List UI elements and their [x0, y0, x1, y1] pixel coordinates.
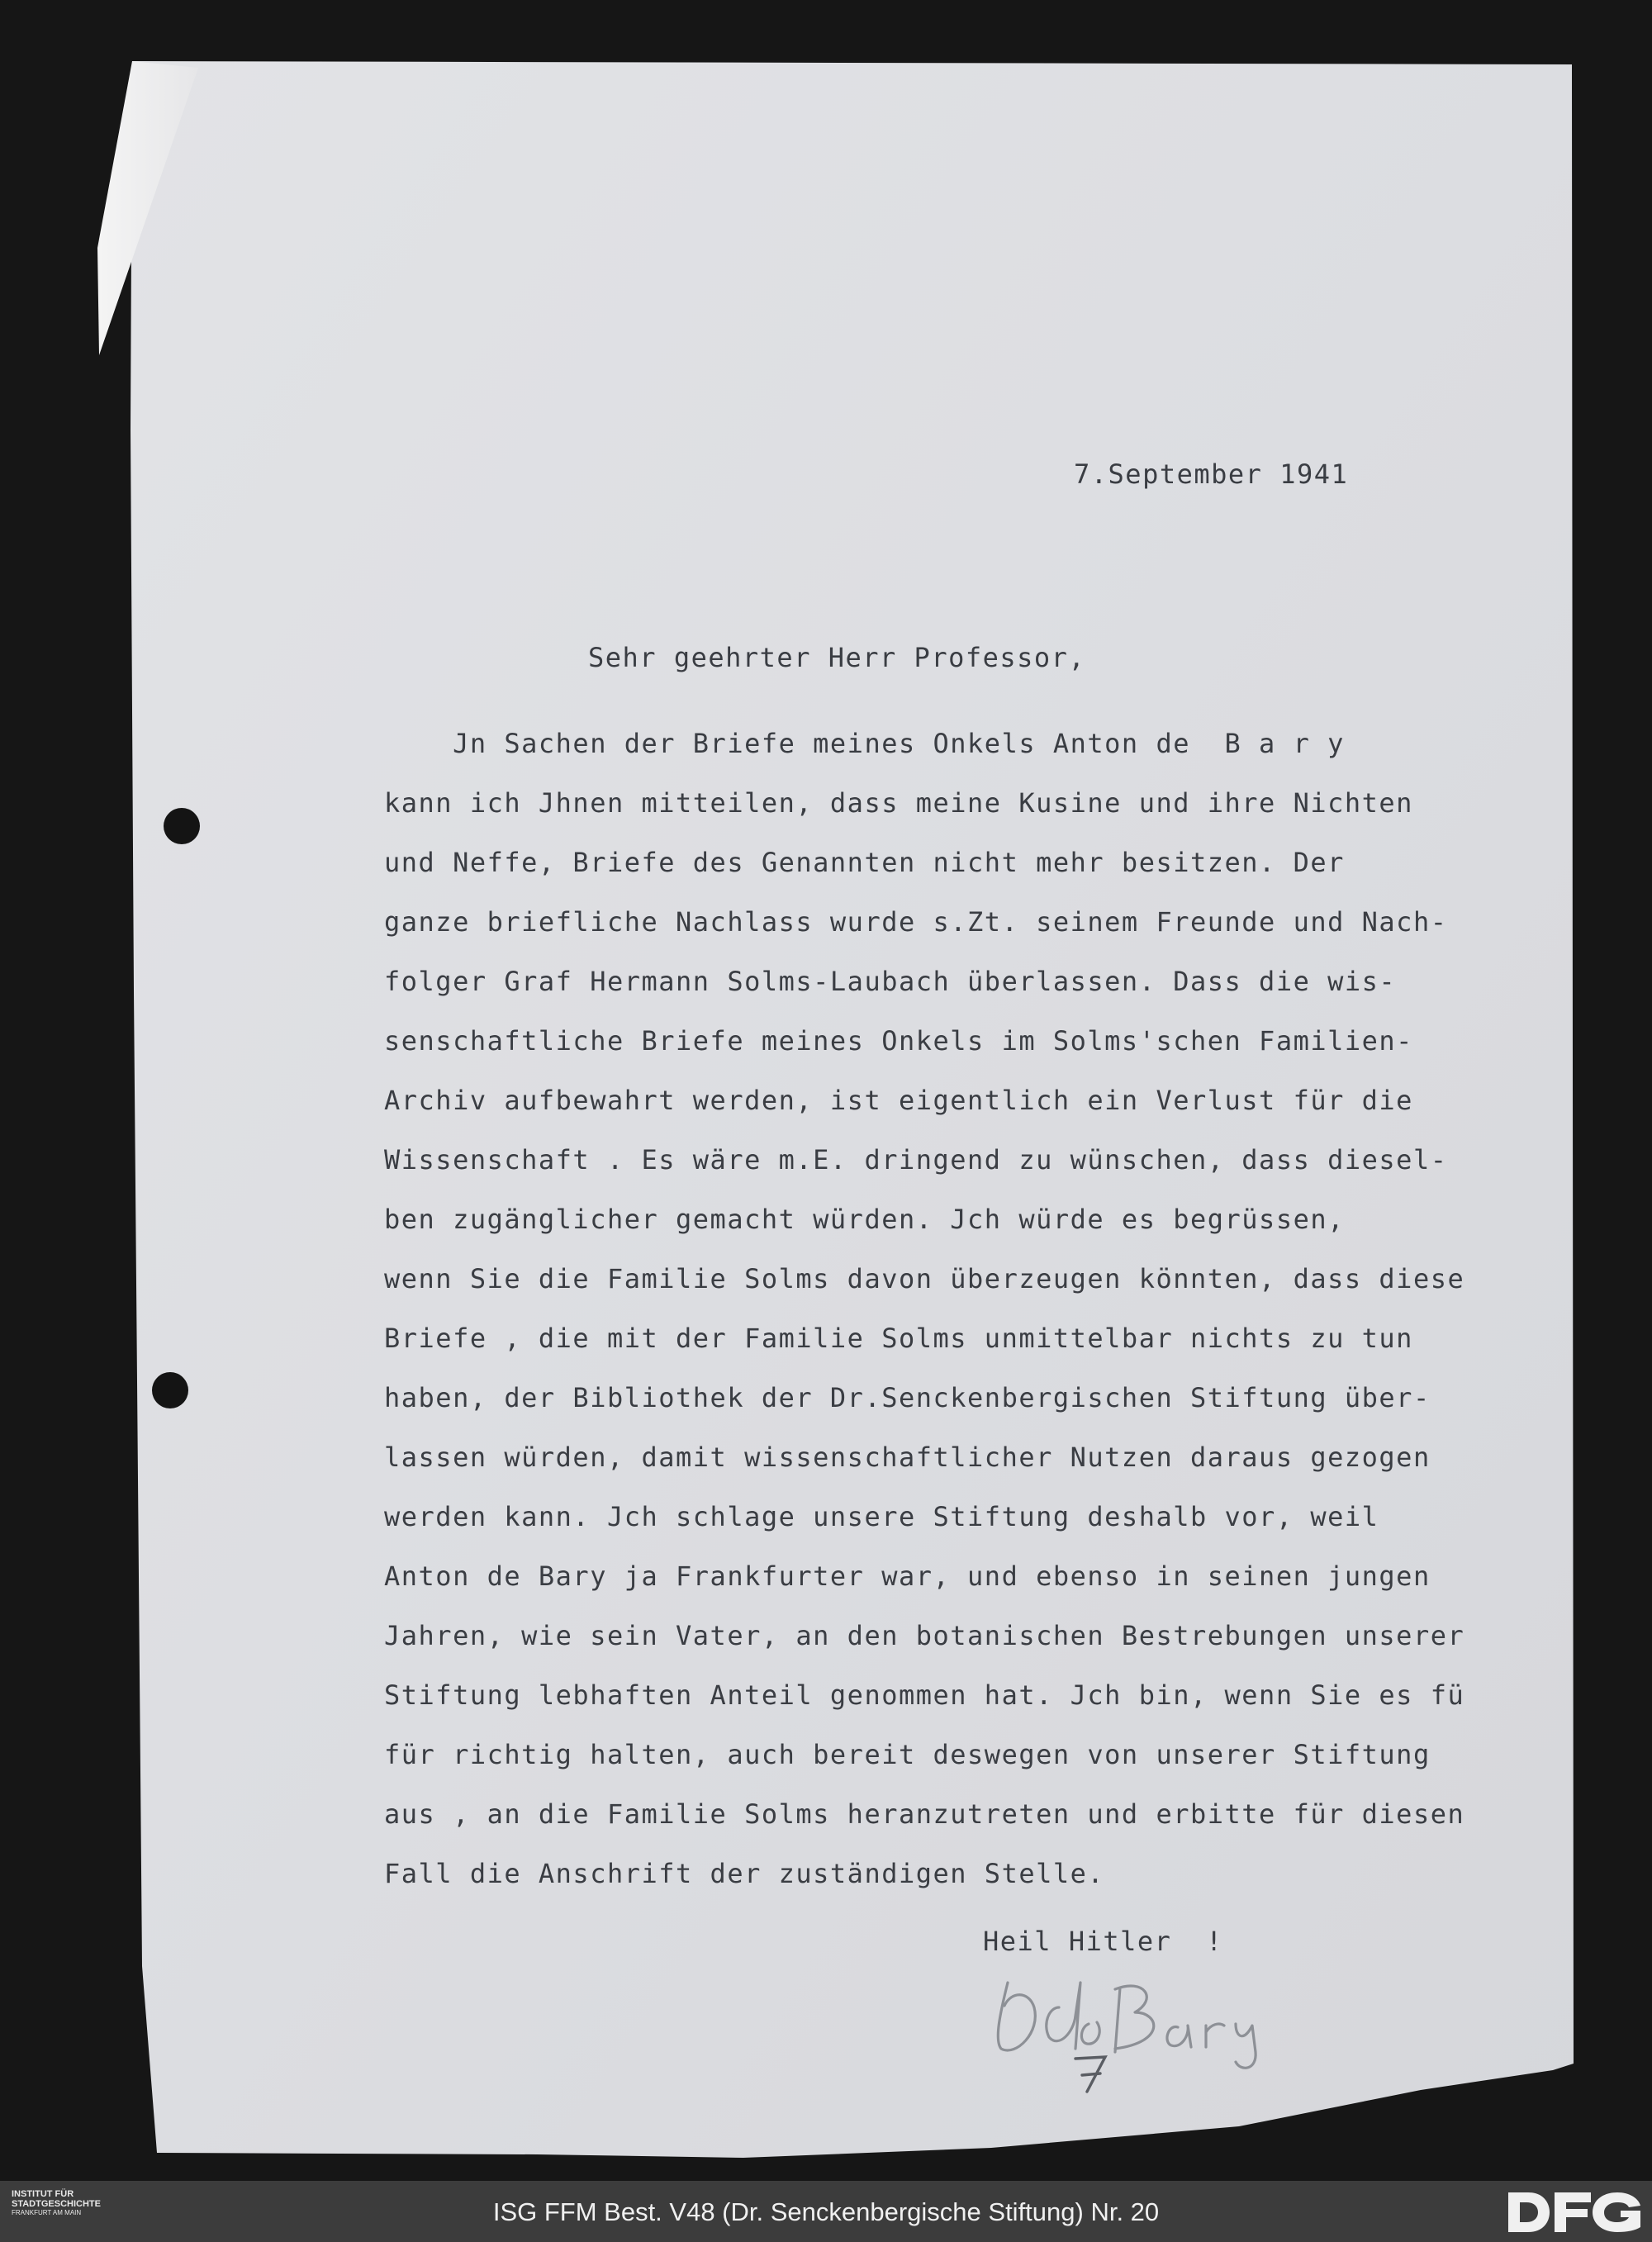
- body-line: Anton de Bary ja Frankfurter war, und ebenso in seinen jungen: [384, 1560, 1431, 1592]
- punch-hole-top: [164, 808, 200, 844]
- letter-date: 7.September 1941: [1074, 458, 1349, 490]
- institution-name-line: STADTGESCHICHTE: [12, 2199, 101, 2209]
- body-line: werden kann. Jch schlage unsere Stiftung deshalb vor, weil: [384, 1501, 1379, 1532]
- body-line: aus , an die Familie Solms heranzutreten und erbitte für diesen: [384, 1798, 1465, 1830]
- body-line: wenn Sie die Familie Solms davon überzeugen könnten, dass diese: [384, 1263, 1465, 1294]
- letter-salutation: Sehr geehrter Herr Professor,: [588, 642, 1086, 673]
- body-line: Archiv aufbewahrt werden, ist eigentlich ein Verlust für die: [384, 1085, 1413, 1116]
- institution-city: FRANKFURT AM MAIN: [12, 2209, 82, 2216]
- body-line: Jahren, wie sein Vater, an den botanischen Bestrebungen unserer: [384, 1620, 1465, 1651]
- body-line: folger Graf Hermann Solms-Laubach überlassen. Dass die wis-: [384, 966, 1397, 997]
- archive-footer: [0, 2181, 1652, 2242]
- body-line: ganze briefliche Nachlass wurde s.Zt. seinem Freunde und Nach-: [384, 906, 1448, 938]
- handwritten-page-number: [1067, 2047, 1117, 2097]
- body-line: Jn Sachen der Briefe meines Onkels Anton de B a r y: [384, 728, 1345, 759]
- body-line: und Neffe, Briefe des Genannten nicht mehr besitzen. Der: [384, 847, 1345, 878]
- institution-name-line: INSTITUT FÜR: [12, 2189, 74, 2199]
- handwritten-signature: [983, 1966, 1297, 2073]
- punch-hole-bottom: [152, 1372, 188, 1408]
- body-line: haben, der Bibliothek der Dr.Senckenbergischen Stiftung über-: [384, 1382, 1431, 1413]
- body-line: kann ich Jhnen mitteilen, dass meine Kusine und ihre Nichten: [384, 787, 1413, 819]
- body-line: Briefe , die mit der Familie Solms unmittelbar nichts zu tun: [384, 1323, 1413, 1354]
- body-line: Stiftung lebhaften Anteil genommen hat. Jch bin, wenn Sie es fü: [384, 1679, 1465, 1711]
- letter-closing: Heil Hitler !: [983, 1926, 1223, 1957]
- body-line: für richtig halten, auch bereit deswegen von unserer Stiftung: [384, 1739, 1431, 1770]
- body-line: Fall die Anschrift der zuständigen Stelle.: [384, 1858, 1105, 1889]
- body-line: senschaftliche Briefe meines Onkels im Solms'schen Familien-: [384, 1025, 1413, 1057]
- dfg-logo: [1505, 2189, 1644, 2235]
- body-line: Wissenschaft . Es wäre m.E. dringend zu wünschen, dass diesel-: [384, 1144, 1448, 1176]
- body-line: ben zugänglicher gemacht würden. Jch würde es begrüssen,: [384, 1204, 1345, 1235]
- body-line: lassen würden, damit wissenschaftlicher Nutzen daraus gezogen: [384, 1442, 1431, 1473]
- archive-caption: ISG FFM Best. V48 (Dr. Senckenbergische Stiftung) Nr. 20: [492, 2197, 1160, 2226]
